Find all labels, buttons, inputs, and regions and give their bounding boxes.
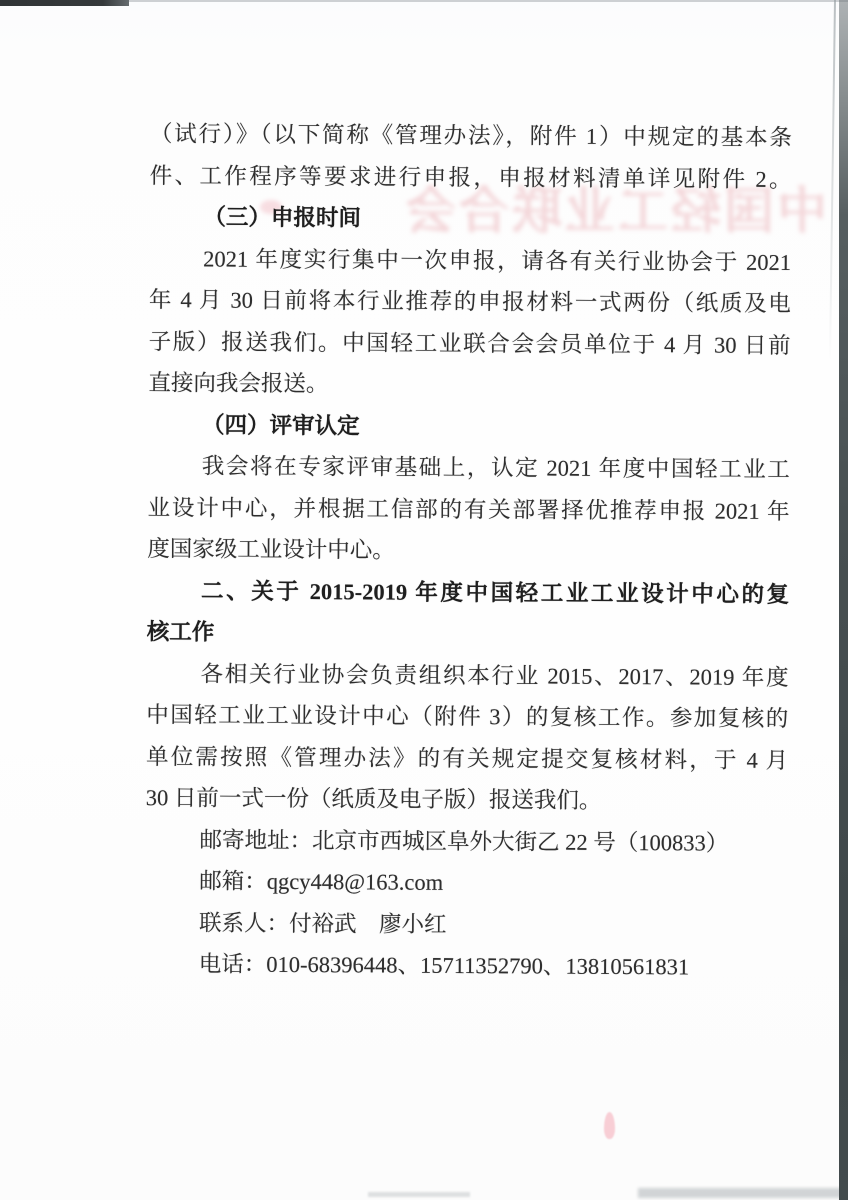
text-line: 业设计中心，并根据工信部的有关部署择优推荐申报 2021 年 xyxy=(147,494,790,524)
text-line: 邮箱：qgcy448@163.com xyxy=(199,868,444,895)
text-line: 各相关行业协会负责组织本行业 2015、2017、2019 年度 xyxy=(200,660,789,690)
text-line: 子版）报送我们。中国轻工业联合会会员单位于 4 月 30 日前 xyxy=(148,328,791,358)
text-line: （四）评审认定 xyxy=(202,411,360,438)
scan-bottom-right-smudge xyxy=(638,1188,848,1198)
text-line: （试行）》（以下简称《管理办法》，附件 1）中规定的基本条 xyxy=(149,121,792,150)
text-line: 中国轻工业工业设计中心（附件 3）的复核工作。参加复核的 xyxy=(146,702,789,731)
scan-top-left-black-bar xyxy=(0,0,129,6)
document-body xyxy=(145,113,792,988)
text-line: 直接向我会报送。 xyxy=(148,370,329,397)
text-line: 2021 年度实行集中一次申报，请各有关行业协会于 2021 xyxy=(203,245,792,275)
text-line: 联系人：付裕武 廖小红 xyxy=(198,909,447,937)
bleed-through-ghost-text: 中国轻工业联合会 xyxy=(403,183,827,239)
text-line: 核工作 xyxy=(146,619,215,645)
text-line: 30 日前一式一份（纸质及电子版）报送我们。 xyxy=(145,785,602,813)
text-line: 度国家级工业设计中心。 xyxy=(147,536,395,563)
text-line: 件、工作程序等要求进行申报，申报材料清单详见附件 2。 xyxy=(149,162,792,192)
text-line: 邮寄地址：北京市西城区阜外大街乙 22 号（100833） xyxy=(199,826,729,856)
scan-bottom-smudge xyxy=(368,1192,470,1197)
scan-right-edge-thin-line xyxy=(829,0,836,360)
text-line: 单位需按照《管理办法》的有关规定提交复核材料，于 4 月 xyxy=(146,743,789,773)
text-line: 二、关于 2015-2019 年度中国轻工业工业设计中心的复 xyxy=(201,577,790,607)
scan-right-edge-strip xyxy=(839,0,848,1200)
text-line: 我会将在专家评审基础上，认定 2021 年度中国轻工业工 xyxy=(201,453,790,482)
text-line: 电话：010-68396448、15711352790、13810561831 xyxy=(198,951,690,980)
text-line: （三）申报时间 xyxy=(203,204,361,231)
text-line: 年 4 月 30 日前将本行业推荐的申报材料一式两份（纸质及电 xyxy=(148,287,791,316)
pink-ink-mark xyxy=(604,1112,615,1139)
